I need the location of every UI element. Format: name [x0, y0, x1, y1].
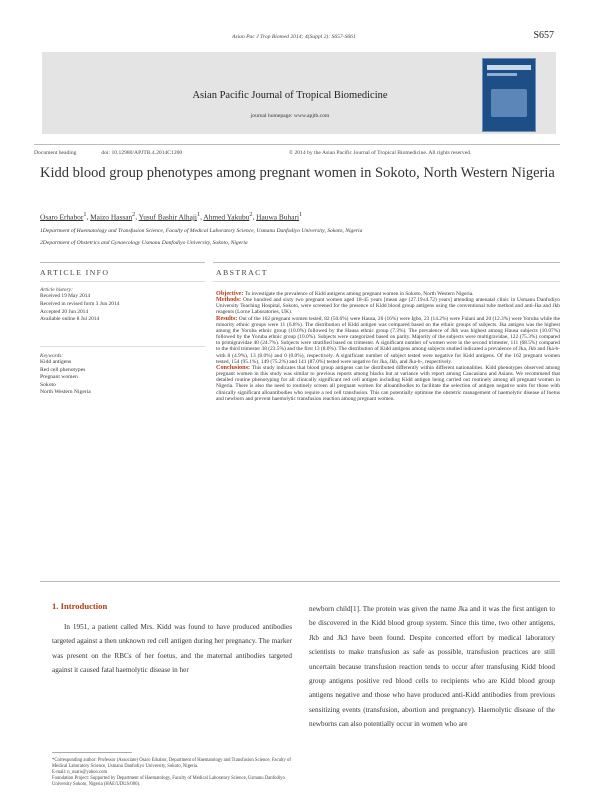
footnote — [52, 758, 292, 788]
author[interactable]: Maizo Hassan — [90, 212, 133, 222]
author-sup: 2 — [132, 212, 136, 218]
abstract-conclusions — [216, 365, 560, 402]
author[interactable]: Yusuf Bashir Alhaji — [138, 212, 197, 222]
objective-text: To investigate the prevalence of Kidd antigens among pregnant women in Sokoto, North Western Nigeria. — [244, 291, 474, 297]
results-label: Results: — [216, 314, 238, 322]
history-label: Article history: — [40, 287, 73, 293]
abstract-rule — [213, 262, 560, 263]
keyword: Kidd antigens — [40, 359, 72, 365]
article-title: Kidd blood group phenotypes among pregnant women in Sokoto, North Western Nigeria — [40, 165, 555, 181]
affiliation-2: 2Department of Obstetrics and Gynaecology Usmanu Danfodiyo University, Sokoto, Nigeria — [40, 240, 248, 246]
keyword: Sokoto — [40, 381, 56, 388]
funding-note: Foundation Project: Supported by Department of Haematology, Faculty of Medical Laboratory Science, Usmanu Danfodiyo University Sokoto, Nigeria (HAE/UDUS/006). — [52, 776, 285, 787]
introduction-heading: 1. Introduction — [52, 601, 108, 611]
journal-cover-image — [482, 58, 536, 132]
keywords-rule — [40, 346, 205, 347]
author-sup: 1 — [83, 212, 87, 218]
page-number: S657 — [533, 30, 554, 41]
introduction-right-column: newborn child[1]. The protein was given the name Jka and it was the first antigen to be discovered in the Kidd blood group system. Since this time, two other antigens, Jkb and Jk3 have been found. Despite concerted effort by medical laboratory scientists to make transfusion as safe as possible, transfusion practices are still uncertain because transfusion reaction tends to occur after transfusing Kidd blood group antigens positive red blood cells to recipients who are Kidd blood group antigens negative and those who have produced anti-Kidd antibodies from previous sensitizing events (transfusion, abortion and pregnancy). Haemolytic disease of the newborns can also potentially occur in women who are — [309, 605, 555, 729]
meta-line — [34, 150, 554, 156]
journal-homepage[interactable]: journal homepage: www.apjtb.com — [250, 113, 330, 119]
article-info-rule — [40, 262, 205, 263]
author-sup: 1 — [299, 212, 303, 218]
running-head: Asian Pac J Trop Biomed 2014; 4(Suppl 2): S657-S661 — [232, 34, 356, 40]
author-email[interactable]: E-mail: n_osaro@yahoo.com — [52, 770, 108, 775]
methods-label: Methods: — [216, 296, 242, 304]
history-revised: Received in revised form 3 Jun 2014 — [40, 300, 120, 307]
methods-text: One hundred and sixty two pregnant women aged 18-45 years [mean age (27.19±4.72) years] attending antenatal clinic in Usmanu Danfodiyo University Teaching Hospital, Sokoto, were screened for the presence of Kidd blood group antigens using the conventional tube method and anti-Jka and Jkb reagents (Lorne Laboratories, UK). — [216, 297, 560, 316]
author-sup: 2 — [249, 212, 253, 218]
abstract-methods — [216, 297, 560, 315]
header-rule — [34, 144, 560, 145]
corresponding-author: *Corresponding author: Professor (Associate) Osaro Erhabor, Department of Haematology and Transfusion Science, Faculty of Medical Laboratory Science, Usmanu Danfodiyo University, Sokoto, Nigeria. — [52, 758, 291, 769]
keyword: Pregnant women — [40, 374, 78, 380]
doi[interactable]: doi: 10.12980/APJTB.4.2014C1200 — [101, 150, 183, 156]
document-heading: Document heading — [34, 150, 77, 156]
history-online: Available online 8 Jul 2014 — [40, 316, 100, 323]
history-accepted: Accepted 20 Jun 2014 — [40, 308, 89, 315]
keyword: North Western Nigeria — [40, 389, 91, 395]
copyright: © 2014 by the Asian Pacific Journal of Tropical Biomedicine. All rights reserved. — [288, 150, 472, 156]
keywords-label: Keywords: — [40, 353, 64, 359]
author[interactable]: Ahmed Yakubu — [203, 212, 250, 222]
abstract-bottom-rule — [40, 581, 560, 582]
results-text: Out of the 162 pregnant women tested, 82 (50.6%) were Hausa, 26 (16%) were Igbo, 23 (14.2%) were Fulani and 20 (12.3%) were Yoruba while the minority ethnic groups were 11 (6.8%). The distribution of Kidd antigen was compared based on the ethnic groups of subjects. Jka antigen was the highest among the Yoruba ethnic group (10.0%) followed by the Hausa ethnic group (7.3%). The prevalence of Jkb was highest among Hausa subjects (10.07%) followed by the Yoruba ethnic group (10.0%). Subjects were categorized based on parity. Majority of the subjects were multigravidae, 122 (75.3%) compared to primigravidae 40 (24.7%). Subjects were stratified based on trimester. A significant number of women were in the second trimester, 111 (68.5%) compared to the third trimester 38 (23.5%) and the first 13 (8.0%). The distribution of Kidd antigens among subjects studied indicated a prevalence of Jka, Jkb and Jka-b- with 8 (4.9%), 13 (8.0%) and 0 (0.0%), respectively. A significant number of subject tested were negative for Kidd antigens. Of the 162 pregnant women tested, 154 (95.1%), 149 (75.2%) and 141 (87.0%) tested were negative for Jka, Jkb, and Jka-b-, respectively. — [216, 315, 560, 365]
footnote-rule — [52, 752, 132, 753]
article-info-heading: ARTICLE INFO — [40, 268, 110, 277]
abstract-body — [216, 291, 560, 402]
author[interactable]: Hauwa Buhari — [256, 212, 300, 222]
abstract-subrule — [213, 281, 560, 282]
keywords — [40, 353, 205, 397]
author[interactable]: Osaro Erhabor — [40, 212, 84, 222]
author-sup: 1 — [196, 212, 201, 218]
objective-label: Objective: — [216, 290, 244, 297]
author-list: Osaro Erhabor$^1$, Maizo Hassan$^2$, Yusuf Bashir Alhaji$^1$, Ahmed Yakubu$^2$, Hauwa Buhari$^1$ — [40, 212, 303, 222]
history-received: Received 19 May 2014 — [40, 293, 91, 299]
abstract-heading: ABSTRACT — [216, 268, 268, 277]
article-info-subrule — [40, 281, 205, 282]
article-history — [40, 287, 205, 324]
conclusions-label: Conclusions: — [216, 363, 251, 371]
keyword: Red cell phenotypes — [40, 366, 86, 373]
affiliation-1: 1Department of Haematology and Transfusion Science, Faculty of Medical Laboratory Science, Usmanu Danfodiyo University, Sokoto, Nigeria — [40, 228, 363, 234]
conclusions-text: This study indicates that blood group antigens can be distributed differently within different nationalities. Kidd phenotypes observed among pregnant women in this study was similar to previous reports among blacks but at variance with report among Caucasians and Asians. We recommend that detailed routine phenotyping for all clinically significant red cell antigen including Kidd antigen being carried out routinely among all pregnant women in Nigeria. There is also the need to routinely screen all pregnant women for alloantibodies to facilitate the selection of antigen negative units for those with clinically significant alloantibodies who require a red cell transfusion. This can potentially optimise the obstetric management of haemolytic disease of foetus and newborn and prevent haemolytic transfusion reaction among pregnant women. — [216, 364, 560, 402]
abstract-results — [216, 316, 560, 365]
introduction-left-column: In 1951, a patient called Mrs. Kidd was found to have produced antibodies targeted against a then unknown red cell antigen during her pregnancy. The marker was present on the RBCs of her foetus, and the maternal antibodies targeted against it caused fatal haemolytic disease in her — [52, 623, 292, 675]
journal-title: Asian Pacific Journal of Tropical Biomedicine — [192, 90, 388, 101]
